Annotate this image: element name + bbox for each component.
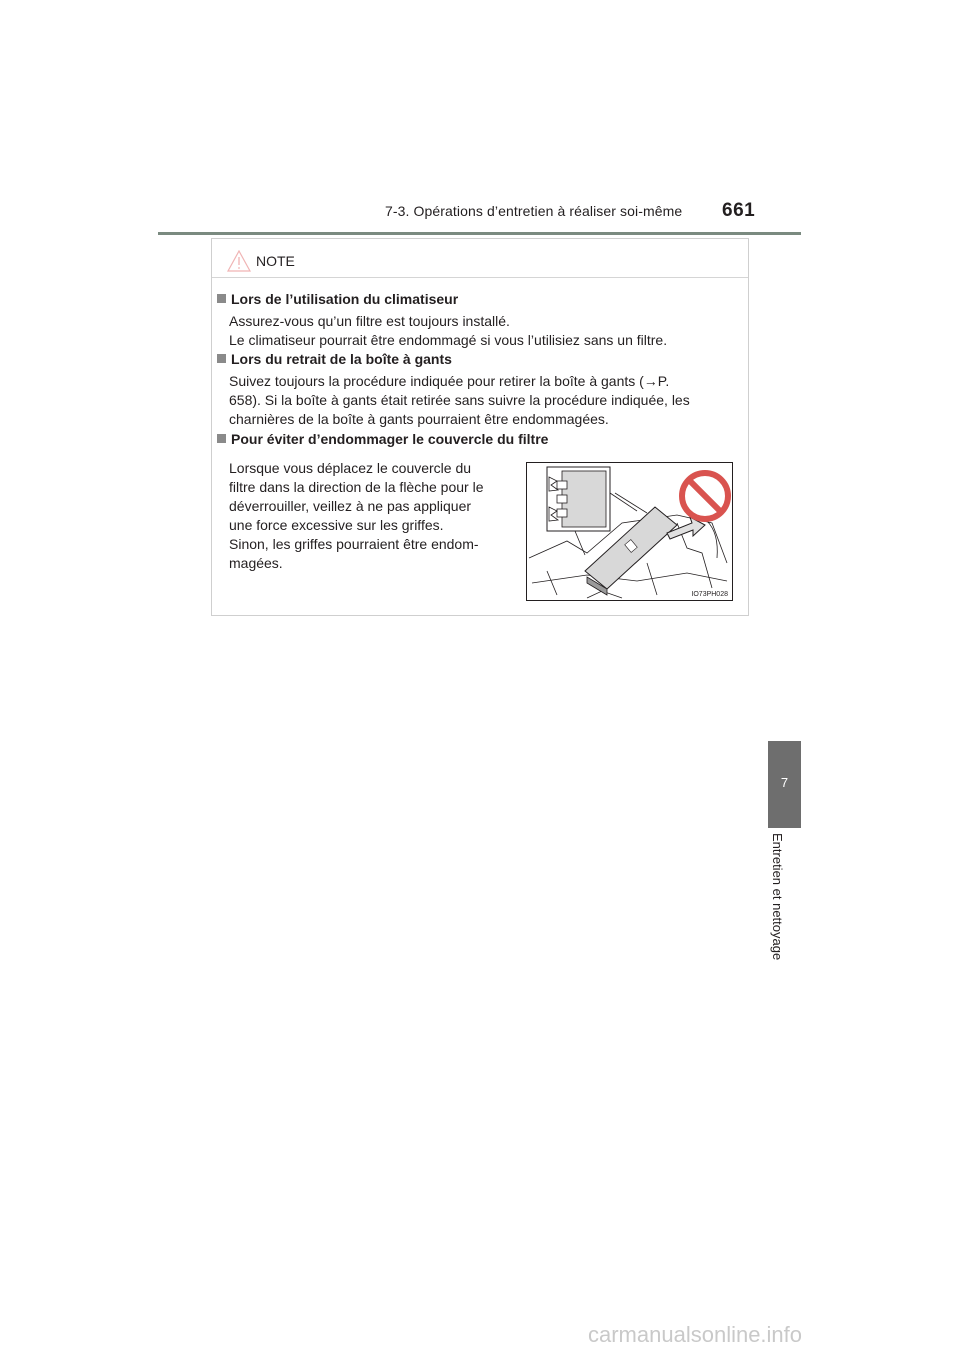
prohibition-icon: [682, 473, 728, 519]
bullet-square-icon: [217, 434, 226, 443]
note-header: [212, 239, 748, 278]
item-body-air-conditioner: Assurez-vous qu’un filtre est toujours installé. Le climatiseur pourrait être endommagé si vous l’utilisiez sans un filtre.: [229, 313, 668, 348]
header-rule: [158, 232, 801, 235]
bullet-square-icon: [217, 354, 226, 363]
item-heading-filter-cover: Pour éviter d’endommager le couvercle du filtre: [217, 431, 548, 447]
note-box: [211, 238, 749, 616]
note-label: NOTE: [256, 253, 295, 269]
filter-cover-illustration: [526, 462, 733, 601]
item-body-filter-cover: Lorsque vous déplacez le couvercle du filtre dans la direction de la flèche pour le déverrouiller, veillez à ne pas appliquer une force excessive sur les griffes. Sinon, les griffes pourraient être endom- magées.: [229, 460, 484, 571]
item-heading-air-conditioner: Lors de l’utilisation du climatiseur: [217, 291, 458, 307]
warning-icon: [227, 250, 251, 272]
filter-cover-drawing: [527, 463, 733, 601]
item-heading-glove-box: Lors du retrait de la boîte à gants: [217, 351, 452, 367]
illustration-code: IO73PH028: [691, 591, 728, 598]
chapter-label: Entretien et nettoyage: [770, 833, 785, 961]
section-title: 7-3. Opérations d’entretien à réaliser soi-même: [385, 203, 683, 219]
watermark: carmanualsonline.info: [588, 1322, 803, 1347]
chapter-number: 7: [780, 775, 789, 790]
bullet-square-icon: [217, 294, 226, 303]
item-body-glove-box: Suivez toujours la procédure indiquée pour retirer la boîte à gants (→P. 658). Si la boîte à gants était retirée sans suivre la procédure indiquée, les charnières de la boîte à gants pourraient être endommagées.: [229, 373, 690, 427]
page-number: 661: [722, 200, 756, 221]
chapter-tab: [768, 741, 801, 828]
